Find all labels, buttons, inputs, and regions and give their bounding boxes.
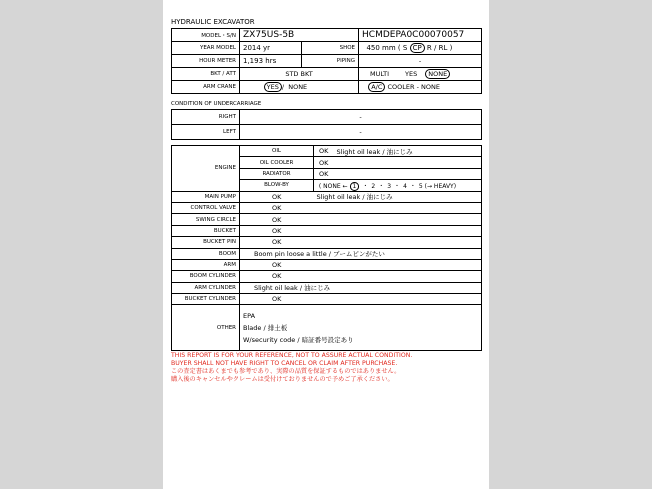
item-label: BOOM: [172, 248, 240, 259]
model-sn-label: MODEL・S/N: [172, 29, 240, 42]
spec-table: [171, 28, 482, 94]
bkt-value: STD BKT: [240, 68, 359, 81]
serial-value: HCMDEPA0C00070057: [359, 29, 482, 42]
multi-selected: NONE: [425, 69, 450, 79]
piping-label: PIPING: [302, 55, 359, 68]
item-note: Slight oil leak / 油にじみ: [314, 191, 482, 202]
disclaimer-line: 購入後のキャンセルやクレームは受付けておりませんので予めご了承ください。: [171, 376, 394, 383]
shoe-value: 450 mm ( S CP R / RL ): [359, 42, 482, 55]
item-label: MAIN PUMP: [172, 191, 240, 202]
item-label: CONTROL VALVE: [172, 202, 240, 213]
multi-value: MULTI YES NONE: [359, 68, 482, 81]
item-value: OK: [240, 214, 314, 225]
blowby-label: BLOW-BY: [240, 180, 314, 191]
left-value: -: [240, 125, 482, 140]
year-label: YEAR MODEL: [172, 42, 240, 55]
document-title: HYDRAULIC EXCAVATOR: [171, 18, 255, 26]
model-value: ZX75US-5B: [240, 29, 359, 42]
other-value: [240, 305, 482, 351]
arm-crane-value: YES / NONE: [240, 81, 359, 94]
other-label: OTHER: [172, 305, 240, 351]
oil-label: OIL: [240, 146, 314, 157]
right-label: RIGHT: [172, 110, 240, 125]
item-value: OK: [240, 294, 314, 305]
item-label: BOOM CYLINDER: [172, 271, 240, 282]
cooler-value: A/C COOLER - NONE: [359, 81, 482, 94]
left-label: LEFT: [172, 125, 240, 140]
blowby-value: ( NONE ← 1 ・ 2 ・ 3 ・ 4 ・ 5 (→ HEAVY): [314, 180, 482, 191]
radiator-value: OK: [314, 168, 334, 179]
oil-cooler-value: OK: [314, 157, 334, 168]
item-label: BUCKET: [172, 225, 240, 236]
oil-value: OK: [314, 146, 334, 157]
piping-value: -: [359, 55, 482, 68]
oil-cooler-label: OIL COOLER: [240, 157, 314, 168]
blowby-selected: 1: [350, 182, 360, 191]
shoe-selected: CP: [410, 43, 425, 53]
disclaimer-line: この査定書はあくまでも参考であり、実際の品質を保証するものではありません。: [171, 368, 401, 375]
item-value: Boom pin loose a little / ブームピンがたい: [240, 248, 482, 259]
report-page: [163, 0, 489, 489]
year-value: 2014 yr: [240, 42, 302, 55]
arm-crane-label: ARM CRANE: [172, 81, 240, 94]
undercarriage-title: CONDITION OF UNDERCARRIAGE: [171, 101, 262, 107]
radiator-label: RADIATOR: [240, 168, 314, 179]
other-line: Blade / 排土板: [243, 323, 288, 332]
engine-label: ENGINE: [172, 146, 240, 192]
disclaimer-line: THIS REPORT IS FOR YOUR REFERENCE, NOT TO ASSURE ACTUAL CONDITION.: [171, 352, 413, 359]
bkt-label: BKT / ATT: [172, 68, 240, 81]
item-label: ARM: [172, 259, 240, 270]
item-value: OK: [240, 225, 314, 236]
item-label: BUCKET CYLINDER: [172, 294, 240, 305]
disclaimer: [171, 352, 483, 384]
other-line: EPA: [243, 311, 256, 320]
hour-label: HOUR METER: [172, 55, 240, 68]
disclaimer-line: BUYER SHALL NOT HAVE RIGHT TO CANCEL OR CLAIM AFTER PURCHASE.: [171, 360, 398, 367]
item-label: ARM CYLINDER: [172, 282, 240, 293]
hour-value: 1,193 hrs: [240, 55, 302, 68]
right-value: -: [240, 110, 482, 125]
item-value: OK: [240, 237, 314, 248]
item-value: OK: [240, 191, 314, 202]
item-value: OK: [240, 202, 314, 213]
item-label: SWING CIRCLE: [172, 214, 240, 225]
item-value: OK: [240, 271, 314, 282]
condition-table: [171, 145, 482, 351]
ac-selected: A/C: [368, 82, 385, 92]
other-line: W/security code / 暗証番号設定あり: [243, 335, 354, 344]
undercarriage-table: [171, 109, 482, 140]
item-value: OK: [240, 259, 314, 270]
arm-crane-selected: YES: [264, 82, 282, 92]
oil-note: Slight oil leak / 油にじみ: [334, 146, 482, 157]
item-value: Slight oil leak / 油にじみ: [240, 282, 482, 293]
item-label: BUCKET PIN: [172, 237, 240, 248]
shoe-label: SHOE: [302, 42, 359, 55]
